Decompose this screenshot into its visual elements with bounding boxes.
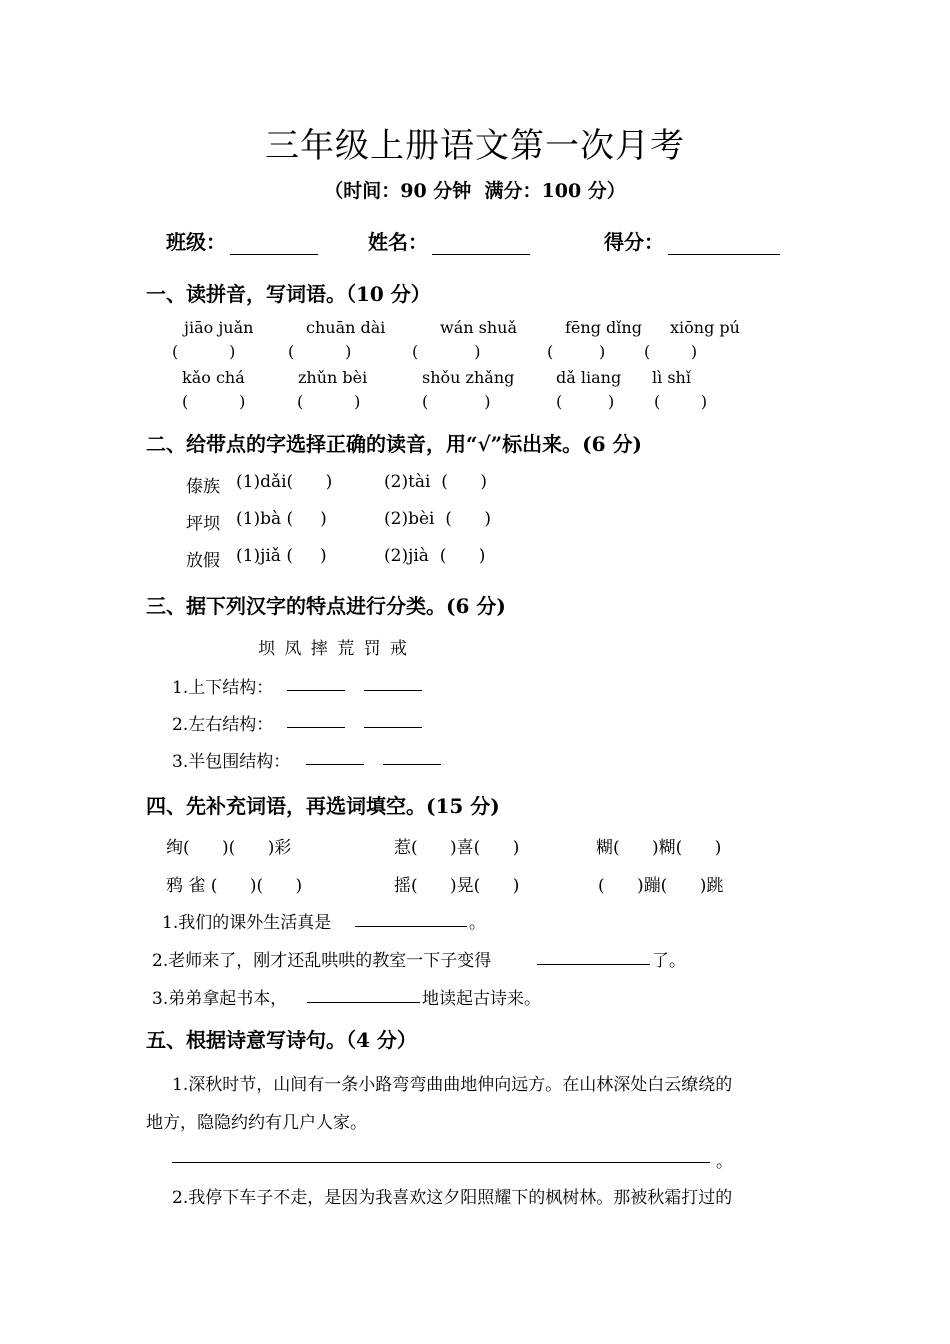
word: 放假: [186, 551, 220, 571]
word: 傣族: [186, 477, 220, 497]
section5-heading: 五、根据诗意写诗句。（4 分）: [146, 1028, 417, 1052]
answer-end-mark: 。: [716, 1152, 733, 1172]
name-blank[interactable]: [432, 234, 530, 255]
answer-blank[interactable]: [287, 690, 345, 691]
pinyin-item: chuān dài: [306, 318, 386, 337]
fill-sentence: 1.我们的课外生活真是: [162, 913, 332, 933]
answer-box[interactable]: ( ): [644, 342, 698, 361]
character-list: 坝 凤 摔 荒 罚 戒: [258, 639, 410, 659]
score-field: [604, 226, 780, 255]
pinyin-item: kǎo chá: [182, 368, 245, 387]
name-field: [368, 226, 530, 255]
pinyin-item: wán shuǎ: [440, 318, 517, 337]
reading-option[interactable]: (2)tài ( ): [384, 472, 487, 492]
pinyin-item: dǎ liang: [556, 368, 622, 387]
idiom-item[interactable]: 惹( )喜( ): [394, 838, 520, 858]
category-label: 1.上下结构：: [172, 678, 274, 698]
sentence-end: 地读起古诗来。: [422, 989, 541, 1009]
answer-blank[interactable]: [364, 690, 422, 691]
answer-box[interactable]: ( ): [412, 342, 481, 361]
reading-option[interactable]: (2)jià ( ): [384, 546, 486, 566]
category-label: 3.半包围结构：: [172, 752, 291, 772]
fill-sentence: 3.弟弟拿起书本，: [152, 989, 288, 1009]
pinyin-item: fēng dǐng: [565, 318, 642, 337]
answer-box[interactable]: ( ): [654, 392, 708, 411]
idiom-item[interactable]: ( )蹦( )跳: [598, 876, 724, 896]
score-blank[interactable]: [668, 234, 780, 255]
sentence-end: 。: [469, 913, 486, 933]
class-blank[interactable]: [230, 234, 318, 255]
answer-box[interactable]: ( ): [547, 342, 606, 361]
name-label: 姓名：: [368, 230, 428, 254]
reading-option[interactable]: (1)dǎi( ): [236, 472, 333, 492]
idiom-item[interactable]: 糊( )糊( ): [596, 838, 722, 858]
answer-blank[interactable]: [355, 926, 467, 927]
pinyin-item: lì shǐ: [652, 368, 691, 387]
pinyin-item: shǒu zhǎng: [422, 368, 515, 387]
exam-subtitle: （时间：90 分钟 满分：100 分）: [324, 180, 626, 202]
idiom-item[interactable]: 摇( )晃( ): [394, 876, 520, 896]
reading-option[interactable]: (1)jiǎ ( ): [236, 546, 327, 566]
answer-box[interactable]: ( ): [422, 392, 491, 411]
idiom-item[interactable]: 鸦 雀 ( )( ): [166, 876, 303, 896]
class-label: 班级：: [166, 230, 226, 254]
pinyin-item: jiāo juǎn: [184, 318, 254, 337]
answer-blank[interactable]: [287, 727, 345, 728]
sentence-end: 了。: [652, 951, 686, 971]
idiom-item[interactable]: 绚( )( )彩: [166, 838, 292, 858]
answer-box[interactable]: ( ): [297, 392, 361, 411]
question-text: 地方，隐隐约约有几户人家。: [146, 1113, 367, 1133]
answer-blank[interactable]: [307, 1002, 420, 1003]
pinyin-item: zhǔn bèi: [298, 368, 368, 387]
answer-box[interactable]: ( ): [288, 342, 352, 361]
class-field: [166, 226, 318, 255]
answer-blank[interactable]: [306, 764, 364, 765]
question-text: 2.我停下车子不走，是因为我喜欢这夕阳照耀下的枫树林。那被秋霜打过的: [172, 1188, 733, 1208]
answer-blank[interactable]: [537, 964, 650, 965]
answer-box[interactable]: ( ): [182, 392, 246, 411]
section1-heading: 一、读拼音，写词语。（10 分）: [146, 282, 431, 306]
section4-heading: 四、先补充词语，再选词填空。(15 分): [146, 794, 500, 818]
reading-option[interactable]: (2)bèi ( ): [384, 509, 491, 529]
section3-heading: 三、据下列汉字的特点进行分类。(6 分): [146, 594, 506, 618]
section2-heading: 二、给带点的字选择正确的读音，用“√”标出来。(6 分): [146, 432, 642, 456]
answer-box[interactable]: ( ): [172, 342, 236, 361]
category-label: 2.左右结构：: [172, 715, 274, 735]
question-text: 1.深秋时节，山间有一条小路弯弯曲曲地伸向远方。在山林深处白云缭绕的: [172, 1075, 733, 1095]
score-label: 得分：: [604, 230, 664, 254]
pinyin-item: xiōng pú: [670, 318, 740, 337]
page-title: 三年级上册语文第一次月考: [265, 126, 685, 166]
answer-blank[interactable]: [383, 764, 441, 765]
answer-blank[interactable]: [364, 727, 422, 728]
answer-box[interactable]: ( ): [556, 392, 615, 411]
fill-sentence: 2.老师来了，刚才还乱哄哄的教室一下子变得: [152, 951, 492, 971]
answer-line[interactable]: [172, 1162, 710, 1163]
word: 坪坝: [186, 514, 220, 534]
reading-option[interactable]: (1)bà ( ): [236, 509, 327, 529]
